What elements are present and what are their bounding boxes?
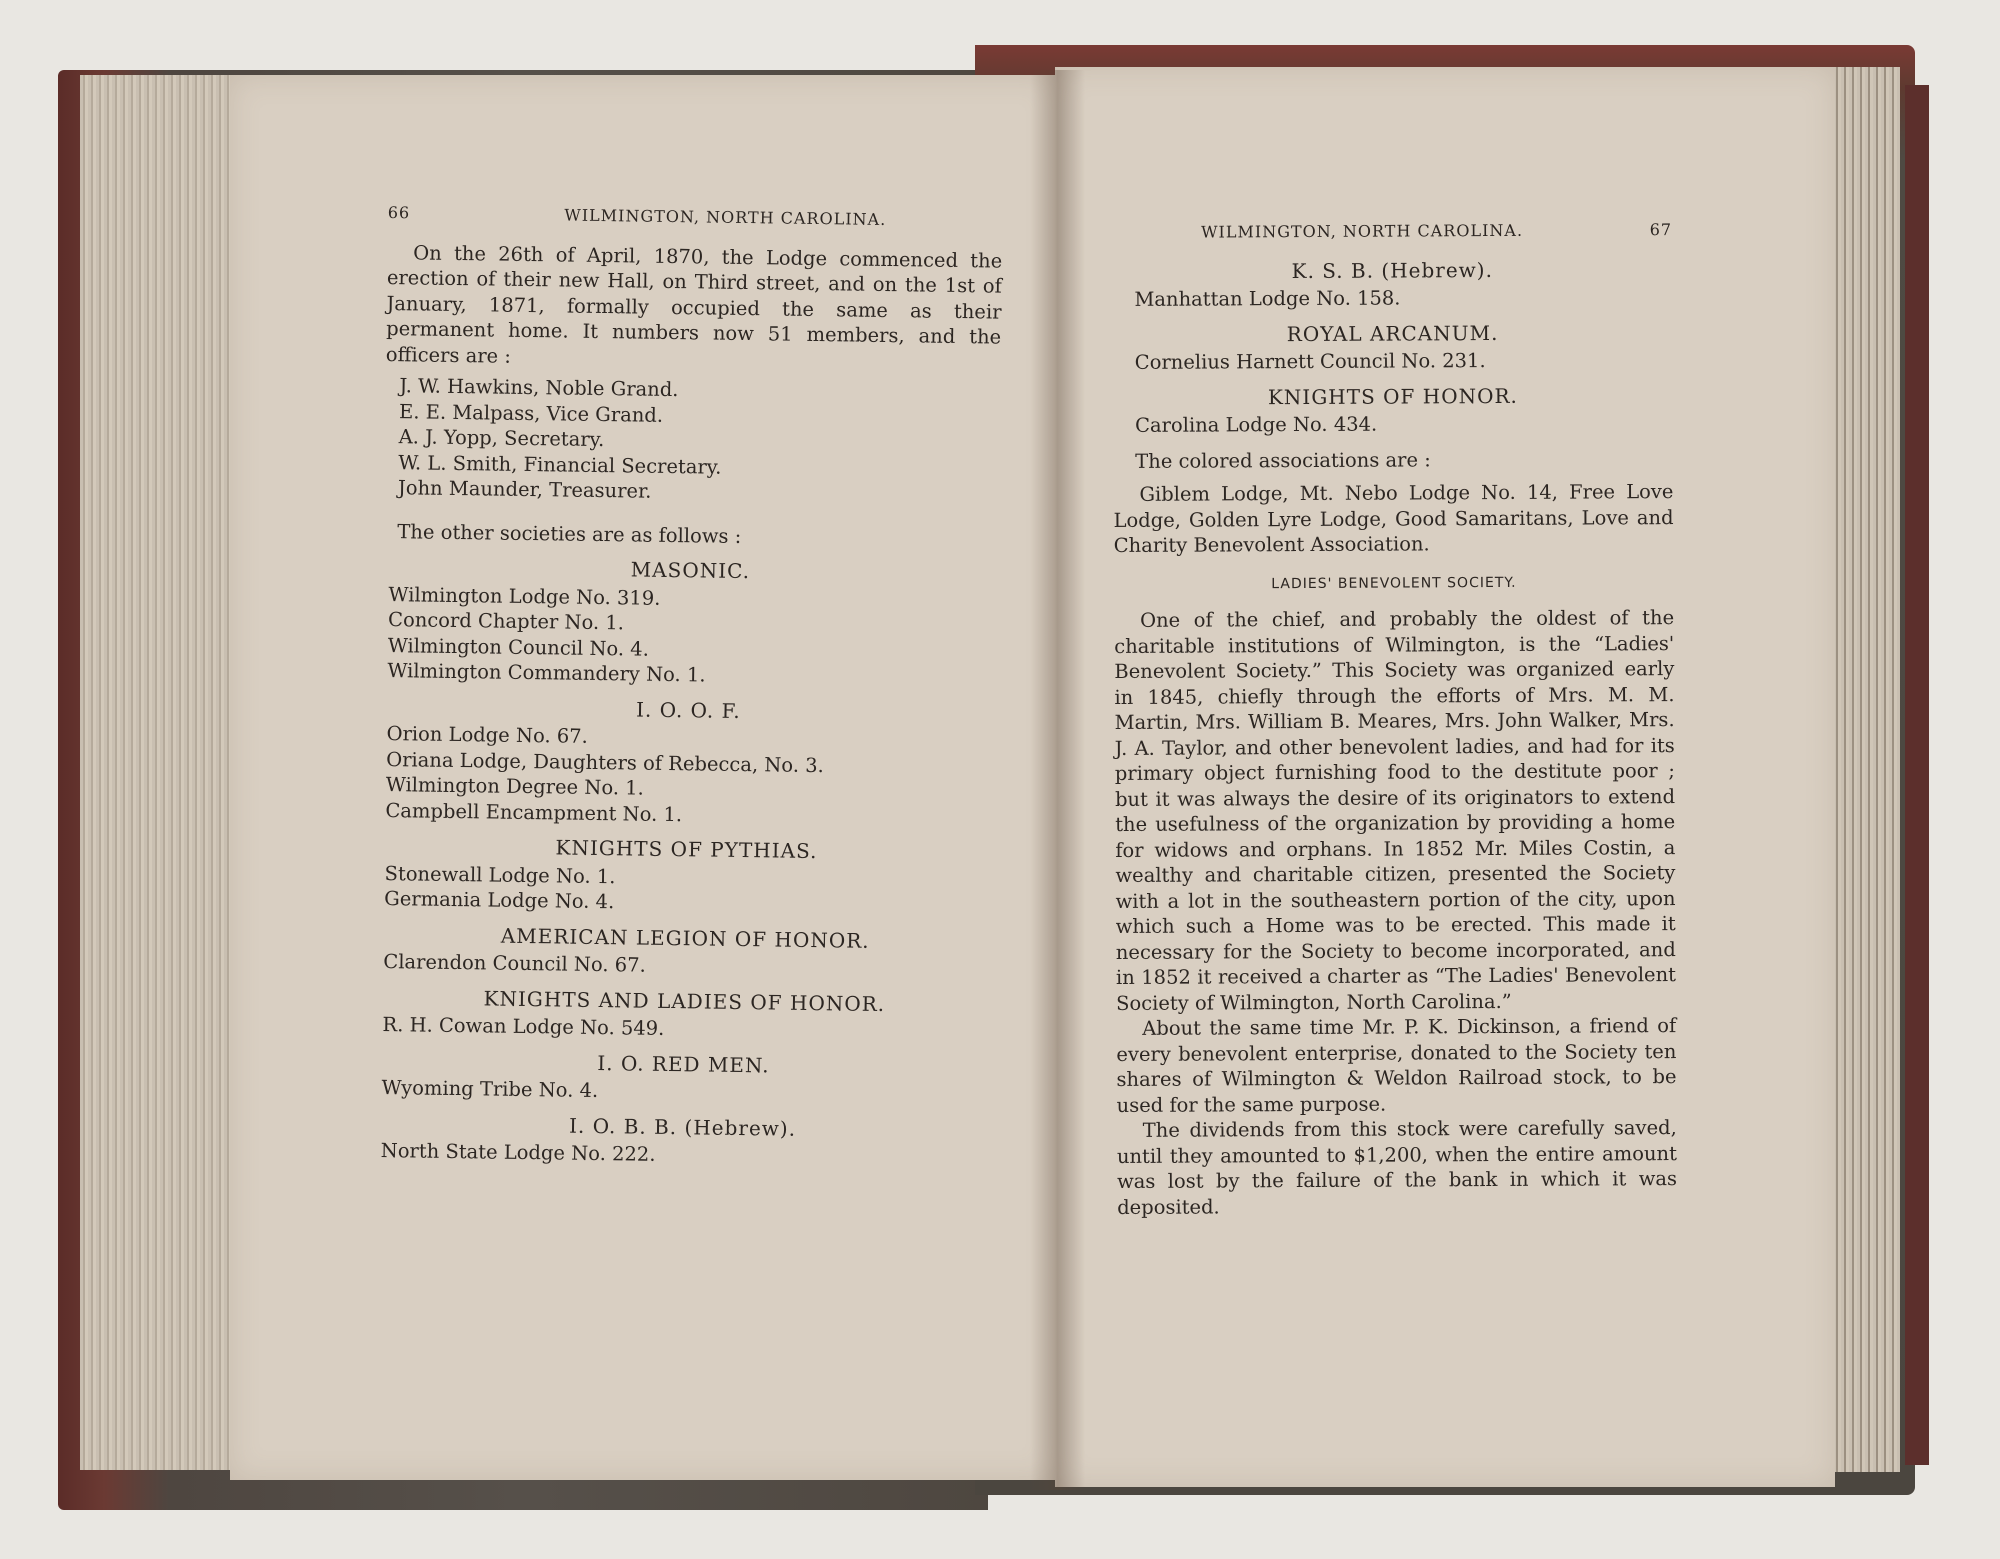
section-heading: ROYAL ARCANUM. — [1286, 320, 1499, 346]
colored-intro: The colored associations are : — [1135, 447, 1431, 473]
officers-list — [398, 373, 1001, 509]
entry: Cornelius Harnett Council No. 231. — [1134, 349, 1486, 374]
entry: Oriana Lodge, Daughters of Rebecca, No. 3. — [386, 747, 824, 777]
entry: Campbell Encampment No. 1. — [385, 798, 683, 826]
ladies-heading: LADIES' BENEVOLENT SOCIETY. — [1271, 574, 1517, 592]
entry: Wilmington Commandery No. 1. — [387, 659, 706, 687]
entry: Orion Lodge No. 67. — [386, 722, 589, 748]
section-heading: KNIGHTS OF HONOR. — [1267, 383, 1518, 409]
section-heading: I. O. O. F. — [635, 697, 741, 723]
officer-item: W. L. Smith, Financial Secretary. — [398, 450, 722, 479]
societies-intro: The other societies are as follows : — [397, 519, 742, 548]
entry: North State Lodge No. 222. — [380, 1138, 656, 1166]
entry: Clarendon Council No. 67. — [383, 950, 646, 977]
section-entries — [381, 581, 997, 692]
officer-item: E. E. Malpass, Vice Grand. — [398, 399, 664, 427]
officer-item: J. W. Hawkins, Noble Grand. — [399, 374, 679, 402]
section-entries — [379, 721, 995, 832]
entry: Wilmington Lodge No. 319. — [388, 582, 661, 610]
section-heading: KNIGHTS OF PYTHIAS. — [555, 835, 818, 864]
section-heading: I. O. RED MEN. — [597, 1050, 770, 1077]
entry: Carolina Lodge No. 434. — [1135, 412, 1378, 437]
page-edges-right — [1825, 67, 1900, 1472]
left-page-text — [375, 200, 1003, 1172]
running-head-title-left: WILMINGTON, NORTH CAROLINA. — [564, 205, 887, 229]
running-head-right — [1112, 217, 1672, 245]
page-edges-left — [80, 75, 240, 1470]
entry: Concord Chapter No. 1. — [387, 608, 625, 635]
body-paragraph: One of the chief, and probably the oldest of the charitable institutions of Wilmington, is the “Ladies' Benevolent Society.” This Society was organized early in 1845, chiefly through the efforts of Mrs. M. M. Martin, Mrs. William B. Meares, Mrs. John Walker, Mrs. J. A. Taylor, and other benevolent ladies, and had for its primary object furnishing food to the destitute poor ; but it was always the desire of its originators to extend the usefulness of the organization by providing a home for widows and orphans. In 1852 Mr. Miles Costin, a wealthy and charitable citizen, presented the Society with a lot in the southeastern portion of the city, upon which such a Home was to be erected. This made it necessary for the Society to become incorporated, and in 1852 it received a charter as “The Ladies' Benevolent Society of Wilmington, North Carolina.” — [1114, 606, 1677, 1015]
section-heading: I. O. B. B. (Hebrew). — [568, 1113, 797, 1141]
entry: Wyoming Tribe No. 4. — [381, 1075, 599, 1103]
intro-paragraph: On the 26th of April, 1870, the Lodge commenced the erection of their new Hall, on Third street, and on the 1st of January, 1871, formally occupied the same as their permanent home. It numbers now 51 members, and the officers are : — [385, 240, 1003, 368]
book-gutter — [1030, 70, 1085, 1490]
section-heading: AMERICAN LEGION OF HONOR. — [500, 923, 870, 953]
entry: Manhattan Lodge No. 158. — [1134, 286, 1401, 311]
entry: Stonewall Lodge No. 1. — [384, 861, 616, 888]
officer-item: John Maunder, Treasurer. — [397, 476, 652, 503]
section-entries — [378, 860, 994, 920]
body-paragraph: About the same time Mr. P. K. Dickinson, a friend of every benevolent enterprise, donated to the Society ten shares of Wilmington & Weldon Railroad stock, to be used for the same purpose. — [1116, 1014, 1677, 1117]
colored-list: Giblem Lodge, Mt. Nebo Lodge No. 14, Free Love Lodge, Golden Lyre Lodge, Good Samaritans, Love and Charity Benevolent Association. — [1113, 480, 1674, 557]
entry: Germania Lodge No. 4. — [384, 887, 615, 914]
section-entries — [1112, 284, 1672, 312]
entry: Wilmington Degree No. 1. — [385, 773, 644, 800]
section-heading: MASONIC. — [630, 557, 751, 584]
page-number-right: 67 — [1649, 220, 1673, 240]
officer-item: A. J. Yopp, Secretary. — [398, 425, 605, 452]
body-paragraph: The dividends from this stock were carefully saved, until they amounted to $1,200, when the entire amount was lost by the failure of the bank in which it was deposited. — [1116, 1116, 1678, 1219]
entry: Wilmington Council No. 4. — [387, 633, 650, 661]
entry: R. H. Cowan Lodge No. 549. — [382, 1013, 665, 1040]
section-entries — [1113, 347, 1673, 375]
running-head-title-right: WILMINGTON, NORTH CAROLINA. — [1201, 220, 1524, 242]
section-entries — [1113, 410, 1673, 438]
section-heading: KNIGHTS AND LADIES OF HONOR. — [483, 985, 886, 1016]
section-heading: K. S. B. (Hebrew). — [1291, 257, 1493, 283]
right-page-text — [1112, 217, 1677, 1220]
page-number-left: 66 — [387, 202, 411, 223]
